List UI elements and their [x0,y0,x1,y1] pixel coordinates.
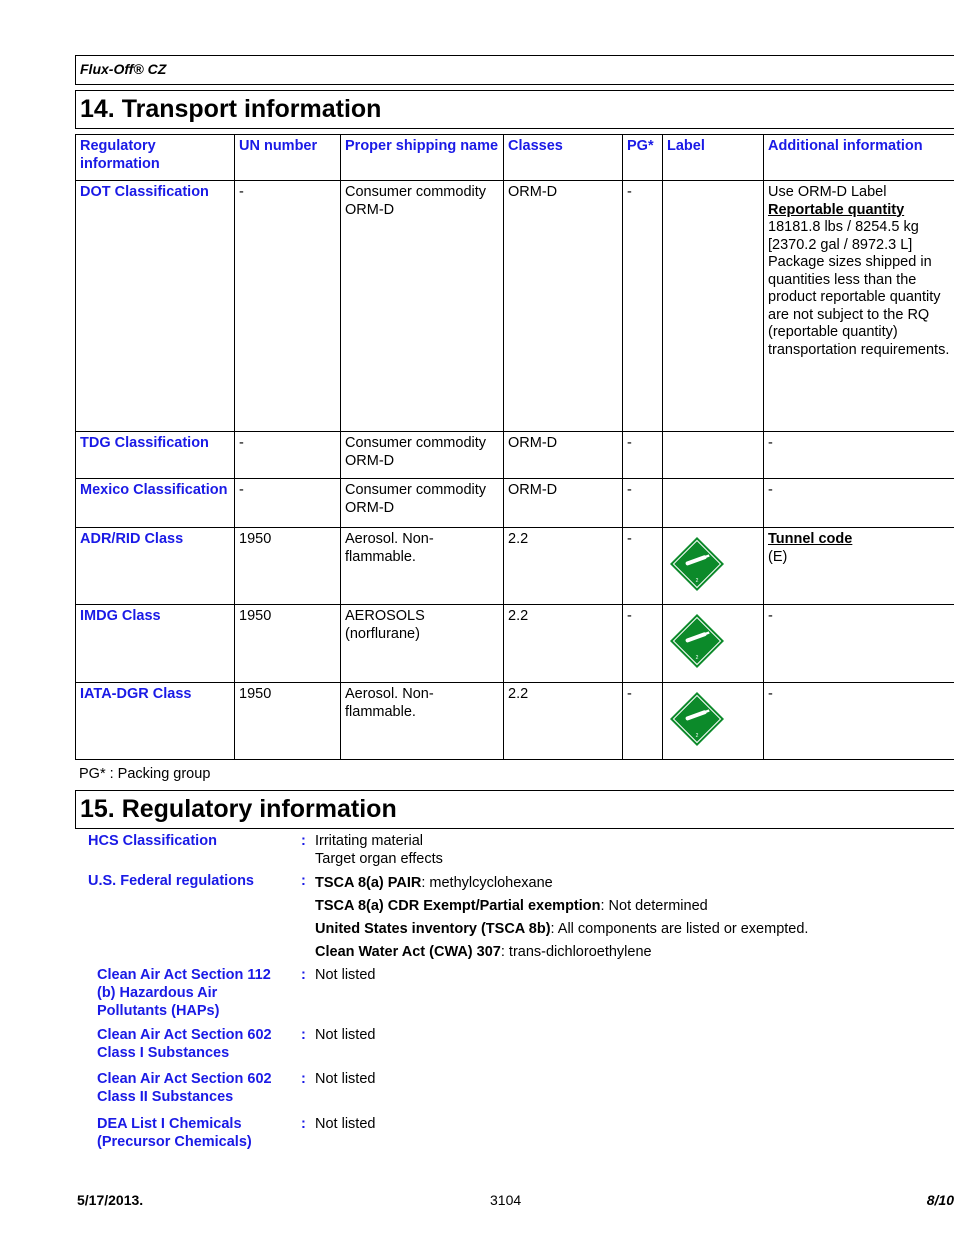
hazard-class-digit: 2 [695,733,699,739]
colon: : [301,1027,306,1043]
pg-cell: - [623,479,663,528]
regulation-label: Clean Air Act Section 602 Class II Substances [97,1071,272,1105]
colon: : [301,1116,306,1132]
federal-line [315,872,808,895]
federal-label: U.S. Federal regulations [88,873,254,889]
shipping-name-cell: Aerosol. Non-flammable. [341,683,504,760]
footer-code: 3104 [490,1192,522,1208]
regulatory-cell: ADR/RID Class [76,528,235,605]
hcs-label: HCS Classification [88,833,217,849]
regulatory-cell: IATA-DGR Class [76,683,235,760]
shipping-name-cell: Consumer commodity ORM-D [341,479,504,528]
regulation-item [75,1115,954,1155]
pg-cell: - [623,683,663,760]
shipping-name-cell: Consumer commodity ORM-D [341,432,504,479]
reportable-quantity-heading: Reportable quantity [768,201,905,218]
federal-regulations-row [75,872,954,964]
un-number-cell: 1950 [235,528,341,605]
section-15-title: 15. Regulatory information [75,790,954,829]
label-cell [663,605,764,683]
pg-cell: - [623,528,663,605]
additional-info-cell: - [764,432,954,479]
footer-page-number: 8/10 [926,1192,954,1208]
page-footer [77,1192,954,1210]
colon: : [301,1071,306,1087]
regulation-label: Clean Air Act Section 602 Class I Substances [97,1027,272,1061]
table-header-row [76,135,954,181]
table-row [76,605,954,683]
column-header: Regulatory information [76,135,235,181]
un-number-cell: 1950 [235,605,341,683]
additional-info-text: Use ORM-D Label [768,184,887,200]
shipping-name-cell: Aerosol. Non-flammable. [341,528,504,605]
label-cell [663,432,764,479]
un-number-cell: 1950 [235,683,341,760]
regulatory-cell: Mexico Classification [76,479,235,528]
federal-values [315,872,808,964]
hazard-class-digit: 2 [695,578,699,584]
federal-line [315,918,808,941]
pg-cell: - [623,432,663,479]
federal-key: United States inventory (TSCA 8b) [315,921,551,937]
additional-info-cell [764,181,954,432]
table-row [76,479,954,528]
packing-group-footnote: PG* : Packing group [79,766,211,782]
colon: : [301,873,306,889]
colon: : [301,967,306,983]
regulation-item [75,1070,954,1115]
pg-cell: - [623,181,663,432]
shipping-name-cell: Consumer commodity ORM-D [341,181,504,432]
classes-cell: ORM-D [504,181,623,432]
federal-key: TSCA 8(a) CDR Exempt/Partial exemption [315,898,601,914]
additional-info-cell [764,528,954,605]
column-header: Proper shipping name [341,135,504,181]
table-row [76,432,954,479]
federal-value: : methylcyclohexane [421,875,553,891]
federal-key: TSCA 8(a) PAIR [315,875,422,891]
regulation-value: Not listed [315,1116,376,1132]
gas-cylinder-diamond-icon [669,691,725,747]
un-number-cell: - [235,479,341,528]
additional-info-cell: - [764,683,954,760]
column-header: Classes [504,135,623,181]
classes-cell: 2.2 [504,528,623,605]
regulation-value: Not listed [315,967,376,983]
federal-value: : All components are listed or exempted. [550,921,809,937]
additional-info-cell: - [764,479,954,528]
transport-table [75,134,954,760]
gas-cylinder-diamond-icon [669,613,725,669]
regulation-label: Clean Air Act Section 112 (b) Hazardous Air Pollutants (HAPs) [97,967,271,1019]
additional-info-cell: - [764,605,954,683]
section-14-title: 14. Transport information [75,90,954,129]
regulatory-cell: IMDG Class [76,605,235,683]
hcs-row [75,832,954,872]
classes-cell: 2.2 [504,605,623,683]
label-cell [663,683,764,760]
document-page [75,55,954,1155]
tunnel-code-heading: Tunnel code [768,531,853,547]
table-row [76,683,954,760]
regulation-item [75,966,954,1026]
regulation-value: Not listed [315,1071,376,1087]
classes-cell: 2.2 [504,683,623,760]
table-row [76,181,954,432]
pg-cell: - [623,605,663,683]
un-number-cell: - [235,181,341,432]
table-row [76,528,954,605]
column-header: PG* [623,135,663,181]
column-header: UN number [235,135,341,181]
classes-cell: ORM-D [504,432,623,479]
footer-date: 5/17/2013. [77,1192,144,1208]
regulatory-list [75,832,954,1155]
federal-line [315,941,808,964]
colon: : [301,833,306,849]
shipping-name-cell: AEROSOLS (norflurane) [341,605,504,683]
product-name: Flux-Off® CZ [75,55,954,85]
federal-value: : Not determined [600,898,708,914]
additional-info-text: (E) [768,548,788,565]
gas-cylinder-diamond-icon [669,536,725,592]
regulation-item [75,1026,954,1070]
label-cell [663,479,764,528]
federal-line [315,895,808,918]
regulation-value: Not listed [315,1027,376,1043]
column-header: Additional information [764,135,954,181]
regulatory-cell: DOT Classification [76,181,235,432]
regulation-label: DEA List I Chemicals (Precursor Chemicals) [97,1116,252,1150]
additional-info-text: 18181.8 lbs / 8254.5 kg [2370.2 gal / 8972.3 L] Package sizes shipped in quantities less than the product reportable quantity are not subject to the RQ (reportable quantity) transportation requirements. [768,219,950,358]
federal-value: : trans-dichloroethylene [500,944,652,960]
hazard-class-digit: 2 [695,655,699,661]
classes-cell: ORM-D [504,479,623,528]
federal-key: Clean Water Act (CWA) 307 [315,944,501,960]
hcs-value: Irritating material Target organ effects [315,833,443,867]
regulatory-cell: TDG Classification [76,432,235,479]
label-cell [663,528,764,605]
un-number-cell: - [235,432,341,479]
column-header: Label [663,135,764,181]
label-cell [663,181,764,432]
